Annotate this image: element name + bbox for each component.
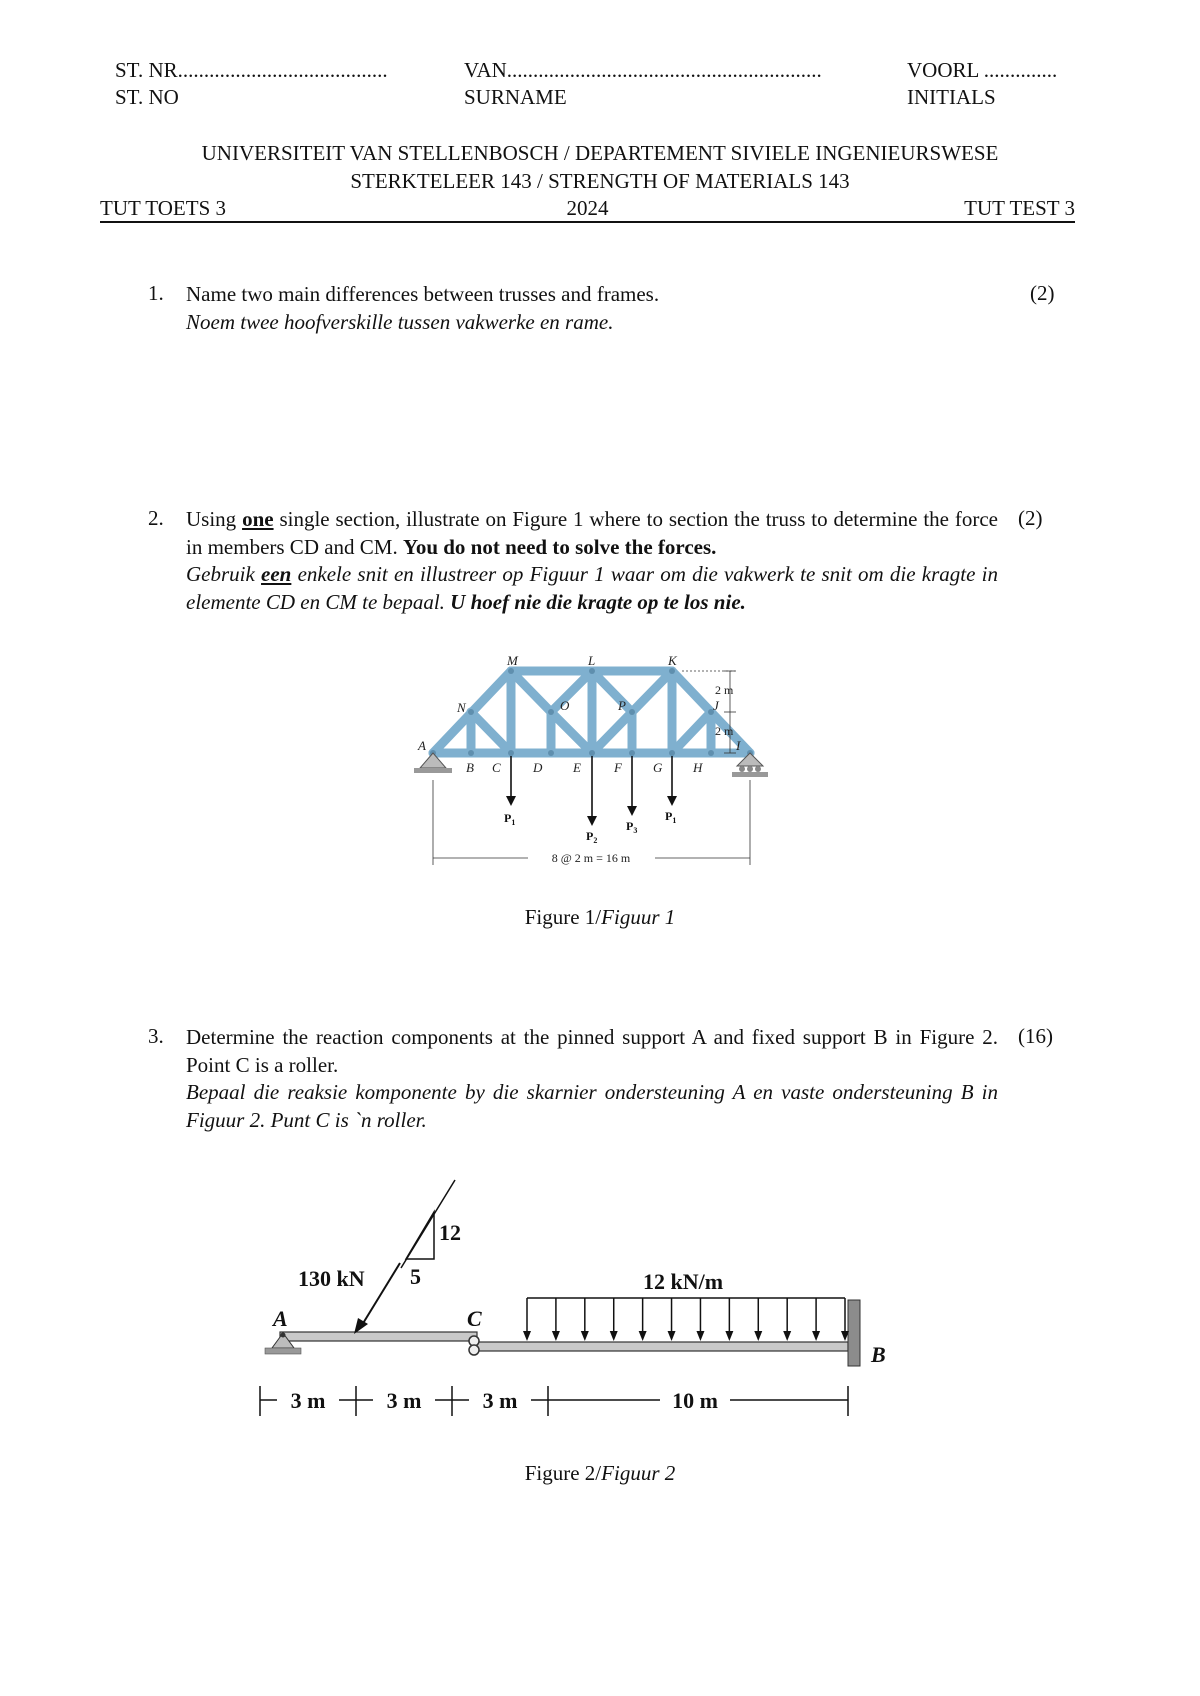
load-label-p1-left: $P_1$ bbox=[504, 811, 516, 827]
udl-arrow-head bbox=[552, 1331, 560, 1341]
beam-segment-cb bbox=[473, 1342, 848, 1351]
student-number-label-en: ST. NO bbox=[115, 85, 179, 109]
udl-arrow-head bbox=[725, 1331, 733, 1341]
test-title-en: TUT TEST 3 bbox=[964, 196, 1075, 220]
udl-arrow-head bbox=[812, 1331, 820, 1341]
emphasis-een: een bbox=[261, 562, 292, 586]
test-year: 2024 bbox=[566, 196, 609, 220]
node-label-p: P bbox=[618, 698, 626, 713]
dim-lower: 2 m bbox=[715, 724, 734, 738]
truss-members bbox=[433, 671, 750, 753]
udl-arrow-head bbox=[668, 1331, 676, 1341]
load-label-p1-right: $P_1$ bbox=[665, 809, 677, 825]
slope-rise: 12 bbox=[439, 1220, 461, 1245]
figure-1-truss bbox=[400, 650, 820, 865]
question-3-marks: (16) bbox=[1018, 1024, 1053, 1048]
course-title: STERKTELEER 143 / STRENGTH OF MATERIALS 143 bbox=[350, 169, 850, 193]
emphasis-one: one bbox=[242, 507, 274, 531]
figure-1-caption: Figure 1/Figuur 1 bbox=[524, 905, 676, 929]
surname-label-en: SURNAME bbox=[464, 85, 567, 109]
node-label-g: G bbox=[653, 760, 663, 775]
node-label-m: M bbox=[507, 653, 518, 668]
truss-loads bbox=[506, 756, 677, 826]
node-label-f: F bbox=[614, 760, 622, 775]
load-label-p3: $P_3$ bbox=[626, 819, 638, 835]
figure-2-caption: Figure 2/Figuur 2 bbox=[524, 1461, 676, 1485]
force-label: 130 kN bbox=[298, 1266, 365, 1291]
question-2-marks: (2) bbox=[1018, 506, 1043, 530]
node-label-n: N bbox=[457, 700, 466, 715]
surname-label: VAN............................................................ bbox=[464, 58, 822, 82]
dim-upper: 2 m bbox=[715, 683, 734, 697]
udl-arrow-head bbox=[610, 1331, 618, 1341]
figure-2-beam bbox=[255, 1168, 955, 1448]
dim-2: 3 m bbox=[386, 1388, 422, 1413]
question-2-number: 2. bbox=[148, 506, 164, 530]
udl-label: 12 kN/m bbox=[642, 1269, 724, 1294]
question-2-note-af: U hoef nie die kragte op te los nie. bbox=[450, 589, 746, 614]
node-label-c: C bbox=[492, 760, 501, 775]
load-labels bbox=[504, 809, 676, 845]
question-2-text bbox=[186, 506, 998, 616]
dim-4: 10 m bbox=[672, 1388, 718, 1413]
initials-label: VOORL .............. bbox=[907, 58, 1058, 82]
label-c: C bbox=[467, 1306, 482, 1331]
label-a: A bbox=[273, 1306, 288, 1331]
university-title: UNIVERSITEIT VAN STELLENBOSCH / DEPARTEMENT SIVIELE INGENIEURSWESE bbox=[201, 141, 999, 165]
slope-run: 5 bbox=[410, 1264, 421, 1289]
beam-dimensions bbox=[260, 1386, 848, 1416]
test-title-bar bbox=[100, 196, 1075, 223]
student-number-label: ST. NR........................................ bbox=[115, 58, 388, 82]
question-3-text bbox=[186, 1024, 998, 1134]
udl-arrow-head bbox=[696, 1331, 704, 1341]
test-title-af: TUT TOETS 3 bbox=[100, 196, 227, 220]
question-1-number: 1. bbox=[148, 281, 164, 305]
udl-arrow-head bbox=[754, 1331, 762, 1341]
beam-segment-ac bbox=[280, 1332, 477, 1341]
fixed-support-b bbox=[848, 1300, 860, 1366]
node-label-l: L bbox=[588, 653, 596, 668]
node-label-j: J bbox=[713, 698, 719, 713]
question-3-english: Determine the reaction components at the pinned support A and fixed support B in Figure 2. Point C is a roller. bbox=[186, 1025, 998, 1077]
question-1-text bbox=[186, 281, 998, 336]
node-label-d: D bbox=[533, 760, 543, 775]
label-b: B bbox=[871, 1342, 886, 1367]
dim-3: 3 m bbox=[482, 1388, 518, 1413]
question-3-afrikaans: Bepaal die reaksie komponente by die skarnier ondersteuning A en vaste ondersteuning B in Figuur 2. Punt C is `n roller. bbox=[186, 1080, 998, 1132]
question-2-afrikaans: Gebruik een enkele snit en illustreer op Figuur 1 waar om die vakwerk te snit om die kragte in elemente CD en CM te bepaal. U hoef nie die kragte op te los nie. bbox=[186, 562, 998, 614]
udl-arrow-head bbox=[639, 1331, 647, 1341]
question-2-note: You do not need to solve the forces. bbox=[402, 534, 717, 559]
node-label-k: K bbox=[668, 653, 677, 668]
question-1-english: Name two main differences between trusses and frames. bbox=[186, 282, 660, 306]
dim-1: 3 m bbox=[290, 1388, 326, 1413]
node-label-i: I bbox=[736, 738, 741, 753]
question-2-english: Using one single section, illustrate on Figure 1 where to section the truss to determine the force in members CD and CM. You do not need to solve the forces. bbox=[186, 507, 998, 559]
node-label-e: E bbox=[573, 760, 581, 775]
roller-c bbox=[469, 1336, 479, 1355]
udl-arrow-head bbox=[523, 1331, 531, 1341]
load-label-p2: $P_2$ bbox=[586, 829, 598, 845]
question-1-marks: (2) bbox=[1030, 281, 1055, 305]
span-label: 8 @ 2 m = 16 m bbox=[551, 851, 631, 865]
distributed-load bbox=[523, 1298, 849, 1341]
node-label-a: A bbox=[418, 738, 426, 753]
question-3-number: 3. bbox=[148, 1024, 164, 1048]
node-label-b: B bbox=[466, 760, 474, 775]
node-label-o: O bbox=[560, 698, 570, 713]
question-1-afrikaans: Noem twee hoofverskille tussen vakwerke en rame. bbox=[186, 309, 614, 334]
udl-arrow-head bbox=[581, 1331, 589, 1341]
udl-arrow-head bbox=[783, 1331, 791, 1341]
initials-label-en: INITIALS bbox=[907, 85, 996, 109]
node-label-h: H bbox=[693, 760, 703, 775]
